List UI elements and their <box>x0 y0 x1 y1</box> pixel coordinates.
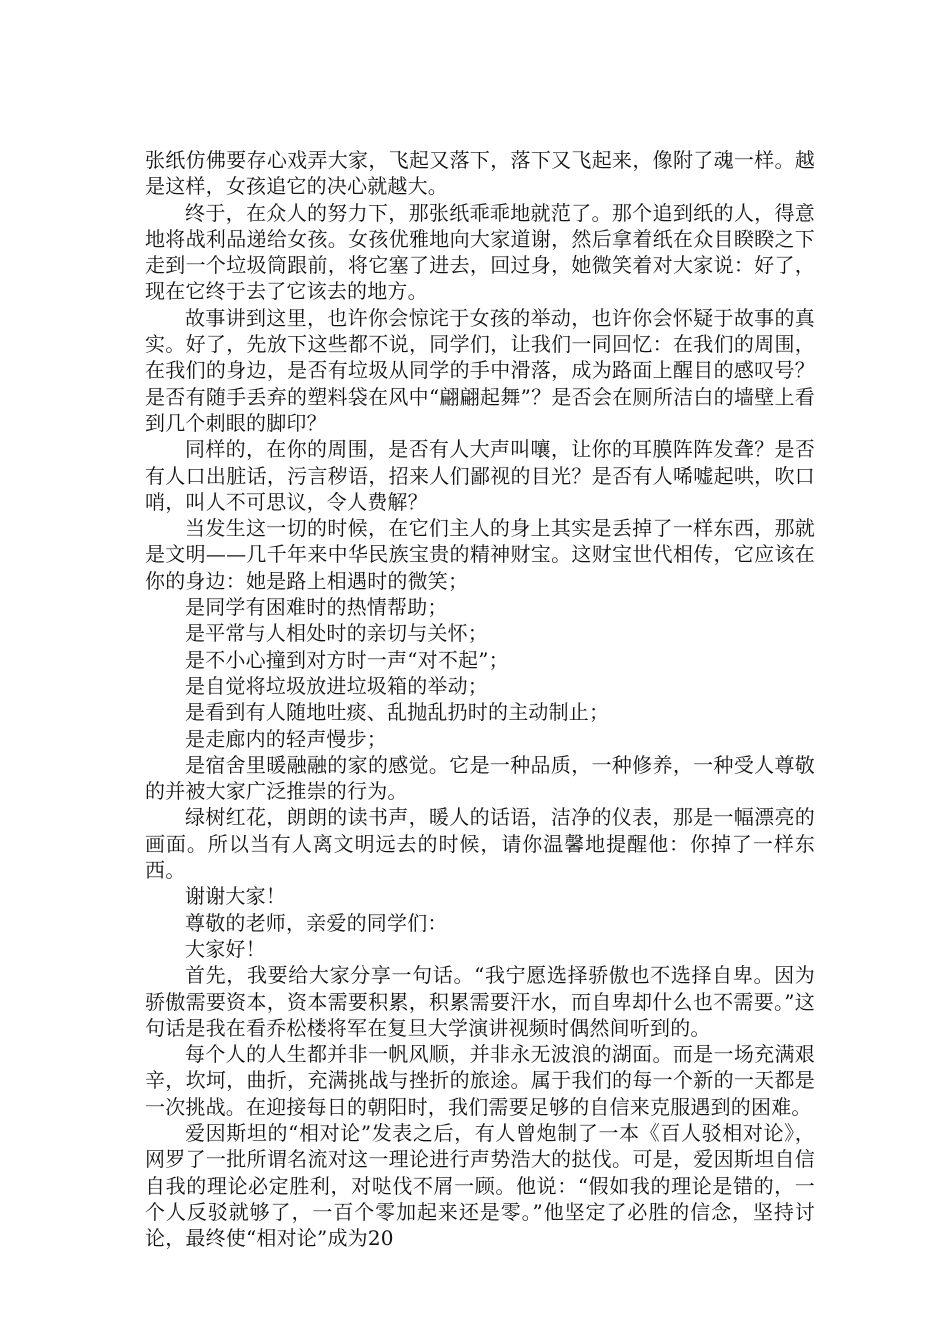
paragraph: 是同学有困难时的热情帮助； <box>185 595 448 620</box>
paragraph: 是看到有人随地吐痰、乱抛乱扔时的主动制止； <box>185 700 610 725</box>
paragraph: 大家好！ <box>185 936 266 961</box>
paragraph: 是走廊内的轻声慢步； <box>185 726 387 751</box>
paragraph: 是不小心撞到对方时一声“对不起”； <box>185 647 509 672</box>
paragraph: 是宿舍里暖融融的家的感觉。它是一种品质，一种修养，一种受人尊敬的并被大家广泛推崇的行为。 <box>145 752 815 804</box>
paragraph: 首先，我要给大家分享一句话。“我宁愿选择骄傲也不选择自卑。因为骄傲需要资本，资本需要积累，积累需要汗水，而自卑却什么也不需要。”这句话是我在看乔松楼将军在复旦大学演讲视频时偶然间听到的。 <box>145 963 815 1040</box>
paragraph: 当发生这一切的时候，在它们主人的身上其实是丢掉了一样东西，那就是文明——几千年来中华民族宝贵的精神财宝。这财宝世代相传，它应该在你的身边：她是路上相遇时的微笑； <box>145 516 815 593</box>
paragraph: 尊敬的老师，亲爱的同学们： <box>185 910 448 935</box>
paragraph: 张纸仿佛要存心戏弄大家，飞起又落下，落下又飞起来，像附了魂一样。越是这样，女孩追它的决心就越大。 <box>145 148 815 199</box>
paragraph: 绿树红花，朗朗的读书声，暖人的话语，洁净的仪表，那是一幅漂亮的画面。所以当有人离文明远去的时候，请你温馨地提醒他：你掉了一样东西。 <box>145 805 815 883</box>
paragraph: 爱因斯坦的“相对论”发表之后，有人曾炮制了一本《百人驳相对论》，网罗了一批所谓名流对这一理论进行声势浩大的挞伐。可是，爱因斯坦自信自我的理论必定胜利，对哒伐不屑一顾。他说：“假如我的理论是错的，一个人反驳就够了，一百个零加起来还是零。”他坚定了必胜的信念，坚持讨论，最终使“相对论”成为20 <box>145 1120 815 1251</box>
paragraph: 每个人的人生都并非一帆风顺，并非永无波浪的湖面。而是一场充满艰辛，坎坷，曲折，充满挑战与挫折的旅途。属于我们的每一个新的一天都是一次挑战。在迎接每日的朝阳时，我们需要足够的自信来克服遇到的困难。 <box>145 1042 815 1119</box>
paragraph: 是平常与人相处时的亲切与关怀； <box>185 621 488 646</box>
paragraph: 谢谢大家！ <box>185 884 286 909</box>
document-body <box>145 147 815 1251</box>
paragraph: 终于，在众人的努力下，那张纸乖乖地就范了。那个追到纸的人，得意地将战利品递给女孩。女孩优雅地向大家道谢，然后拿着纸在众目睽睽之下走到一个垃圾筒跟前，将它塞了进去，回过身，她微笑着对大家说：好了，现在它终于去了它该去的地方。 <box>145 200 815 304</box>
paragraph: 同样的，在你的周围，是否有人大声叫嚷，让你的耳膜阵阵发聋？是否有人口出脏话，污言秽语，招来人们鄙视的目光？是否有人唏嘘起哄，吹口哨，叫人不可思议，令人费解？ <box>145 437 815 514</box>
paragraph: 故事讲到这里，也许你会惊诧于女孩的举动，也许你会怀疑于故事的真实。好了，先放下这些都不说，同学们，让我们一同回忆：在我们的周围，在我们的身边，是否有垃圾从同学的手中滑落，成为路面上醒目的感叹号？是否有随手丢弃的塑料袋在风中“翩翩起舞”？是否会在厕所洁白的墙壁上看到几个刺眼的脚印？ <box>145 305 815 435</box>
paragraph: 是自觉将垃圾放进垃圾箱的举动； <box>185 673 488 698</box>
